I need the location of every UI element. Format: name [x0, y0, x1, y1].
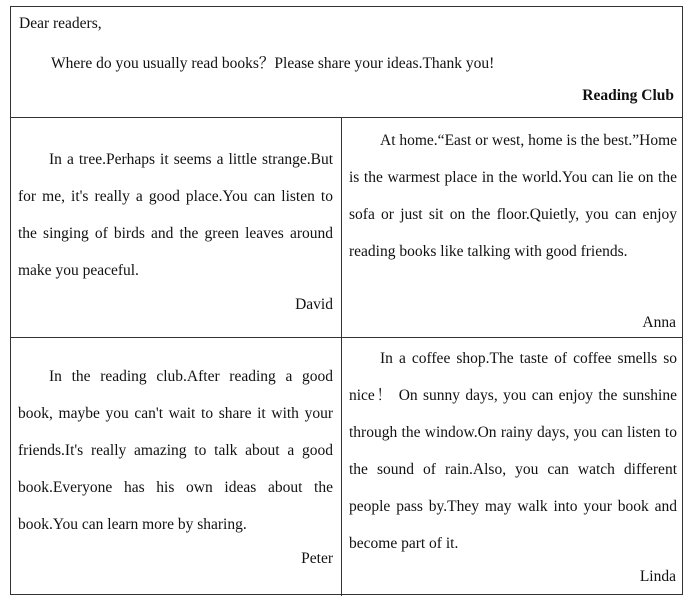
answer-text-linda: In a coffee shop.The taste of coffee smells so nice！ On sunny days, you can enjoy the sunshine through the window.On rainy days, you can listen to the sound of rain.Also, you can watch different people pass by.They may walk into your book and become part of it.: [349, 350, 677, 552]
answers-row-2: [11, 338, 682, 596]
answers-row-1: [11, 118, 682, 338]
author-name-david: David: [295, 296, 333, 313]
club-signature: Reading Club: [582, 87, 674, 104]
answer-cell-peter: [11, 338, 342, 596]
letter-table: [10, 6, 683, 595]
answer-text-peter: In the reading club.After reading a good book, maybe you can't wait to share it with your friends.It's really amazing to talk about a good book.Everyone has his own ideas about the book.You can learn more by sharing.: [18, 368, 333, 533]
greeting-text: Dear readers,: [19, 15, 102, 32]
answer-text-david: In a tree.Perhaps it seems a little strange.But for me, it's really a good place.You can listen to the singing of birds and the green leaves around make you peaceful.: [18, 151, 333, 279]
author-name-anna: Anna: [642, 314, 676, 331]
letter-header: [11, 7, 682, 118]
author-name-peter: Peter: [301, 550, 333, 567]
author-name-linda: Linda: [639, 568, 676, 585]
question-text: Where do you usually read books？Please share your ideas.Thank you!: [51, 55, 495, 72]
answer-text-anna: At home.“East or west, home is the best.”Home is the warmest place in the world.You can lie on the sofa or just sit on the floor.Quietly, you can enjoy reading books like talking with good friends.: [349, 132, 678, 260]
answer-cell-david: [11, 118, 342, 337]
answer-cell-linda: [342, 338, 684, 596]
answer-cell-anna: [342, 118, 684, 337]
